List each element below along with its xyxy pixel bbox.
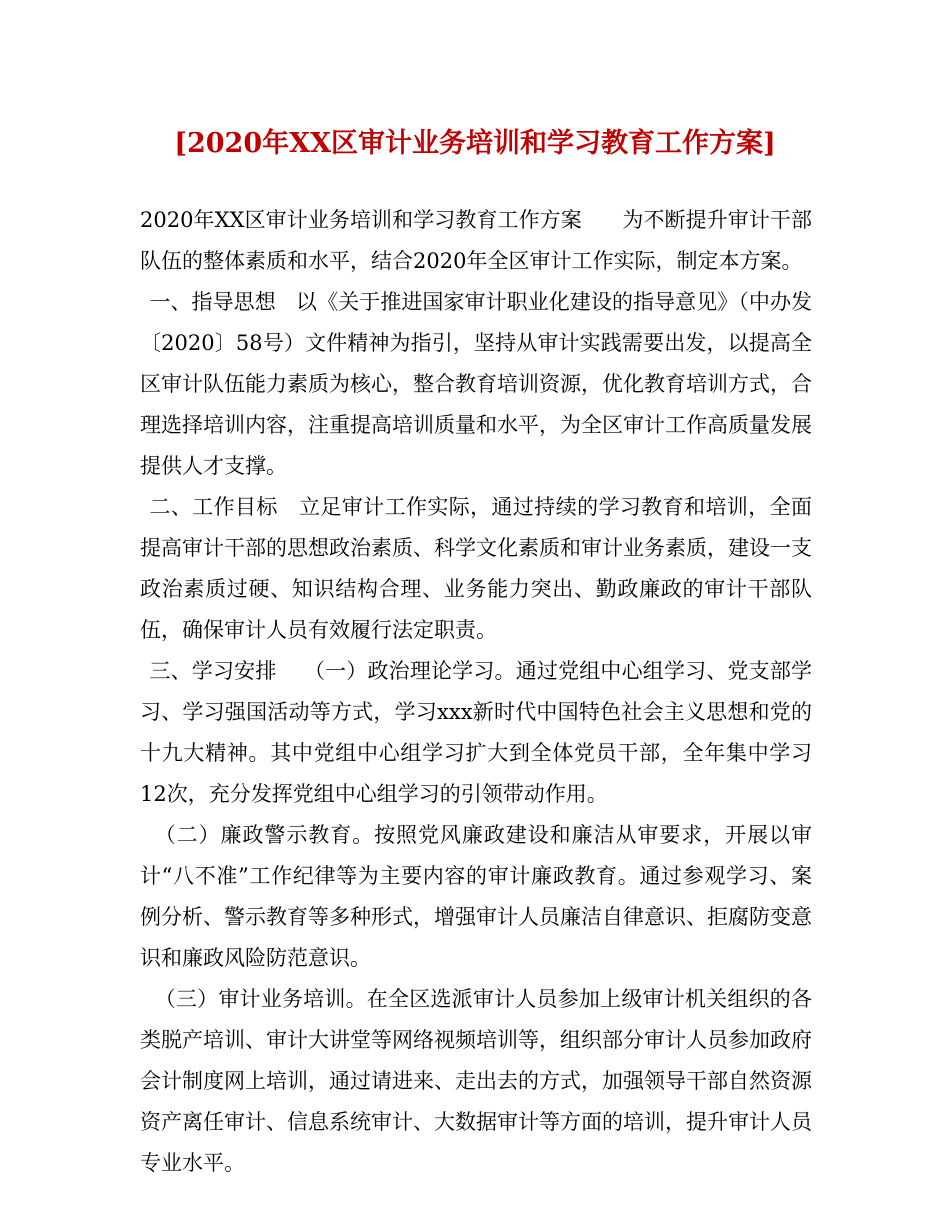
paragraph-intro — [140, 200, 812, 282]
paragraph-guiding-thought — [140, 282, 812, 487]
paragraph-text: 立足审计工作实际，通过持续的学习教育和培训，全面提高审计干部的思想政治素质、科学文化素质和审计业务素质，建设一支政治素质过硬、知识结构合理、业务能力突出、勤政廉政的审计干部队伍，确保审计人员有效履行法定职责。 — [140, 495, 813, 642]
paragraph-integrity-education — [140, 815, 812, 979]
section-heading: 三、学习安排 — [149, 659, 277, 683]
paragraph-text: （三）审计业务培训。在全区选派审计人员参加上级审计机关组织的各类脱产培训、审计大讲堂等网络视频培训等，组织部分审计人员参加政府会计制度网上培训，通过请进来、走出去的方式，加强领导干部自然资源资产离任审计、信息系统审计、大数据审计等方面的培训，提升审计人员专业水平。 — [140, 987, 812, 1175]
paragraph-study-arrangement — [140, 651, 812, 815]
paragraph-work-goals — [140, 487, 812, 651]
document-title: [2020年XX区审计业务培训和学习教育工作方案] — [174, 128, 776, 159]
paragraph-text: 以《关于推进国家审计职业化建设的指导意见》（中办发〔2020〕58号）文件精神为指引，坚持从审计实践需要出发，以提高全区审计队伍能力素质为核心，整合教育培训资源，优化教育培训方式，合理选择培训内容，注重提高培训质量和水平，为全区审计工作高质量发展提供人才支撑。 — [140, 290, 813, 478]
section-heading: 一、指导思想 — [149, 290, 276, 314]
paragraph-lead: 2020年XX区审计业务培训和学习教育工作方案 — [140, 208, 582, 232]
paragraph-audit-training — [140, 979, 812, 1184]
paragraph-text: 为不断提升审计干部队伍的整体素质和水平，结合2020年全区审计工作实际，制定本方案。 — [140, 208, 813, 273]
paragraph-text: （二）廉政警示教育。按照党风廉政建设和廉洁从审要求，开展以审计“八不准”工作纪律等为主要内容的审计廉政教育。通过参观学习、案例分析、警示教育等多种形式，增强审计人员廉洁自律意识、拒腐防变意识和廉政风险防范意识。 — [140, 823, 812, 970]
section-heading: 二、工作目标 — [149, 495, 278, 519]
document-body — [140, 200, 812, 1184]
paragraph-text: （一）政治理论学习。通过党组中心组学习、党支部学习、学习强国活动等方式，学习xxx新时代中国特色社会主义思想和党的十九大精神。其中党组中心组学习扩大到全体党员干部，全年集中学习12次，充分发挥党组中心组学习的引领带动作用。 — [140, 659, 813, 806]
